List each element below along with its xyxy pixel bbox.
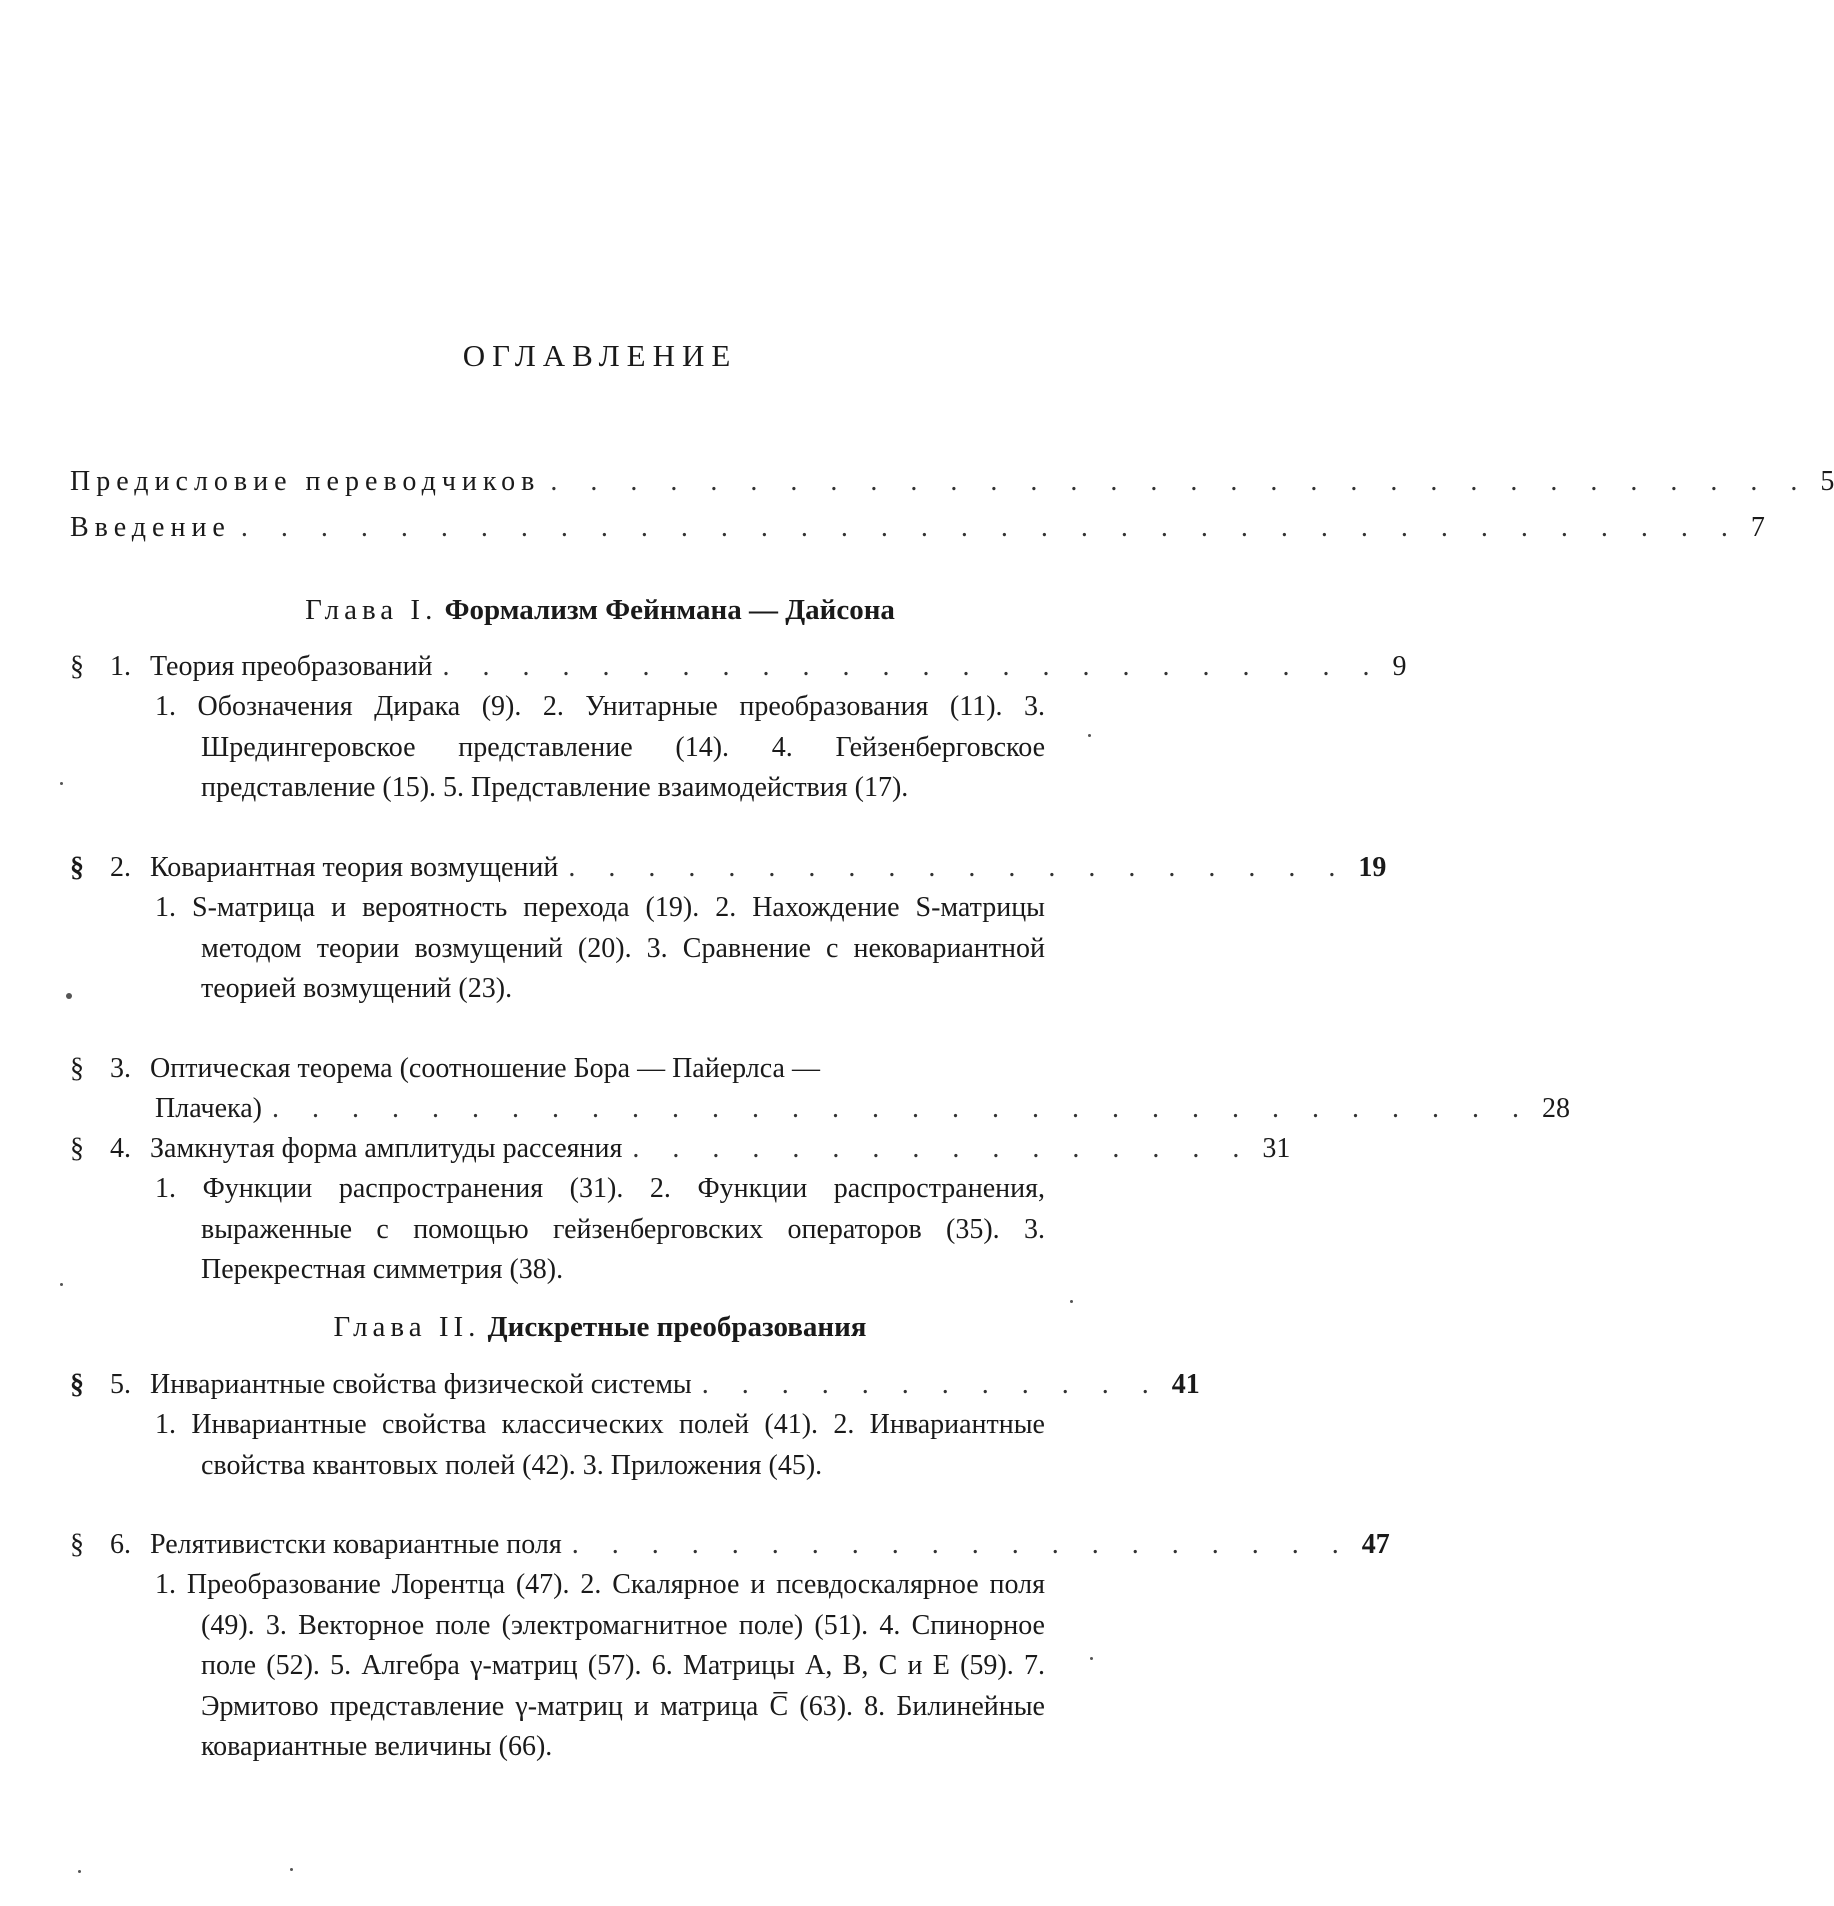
scan-speck [1090,1657,1093,1660]
section-sign: § [70,852,84,883]
toc-entry-section-4[interactable] [70,1129,1291,1169]
section-description: 1. Инвариантные свойства классических полей (41). 2. Инвариантные свойства квантовых полей (42). 3. Приложения (45). [155,1409,1045,1481]
toc-entry-section-6[interactable] [70,1525,1390,1565]
toc-entry-section-1[interactable] [70,647,1407,687]
toc-entry-section-3-cont[interactable] [155,1089,1570,1129]
leader-dots: . . . . . . . . . . . . . . . . . . . . . . . . . . . . . . . . . . . . . . [240,512,1741,543]
chapter-prefix: Глава I. [305,594,438,626]
section-title: Ковариантная теория возмущений [150,852,559,883]
section-sign: § [70,1133,84,1164]
section-page: 9 [1392,651,1407,682]
leader-dots: . . . . . . . . . . . . . . . . . . . . . . . . [442,651,1383,682]
scan-speck [66,993,72,999]
section-title: Инвариантные свойства физической системы [150,1369,692,1400]
entry-page: 7 [1750,512,1765,543]
chapter-heading-1 [0,590,1200,630]
section-page: 31 [1262,1133,1291,1164]
section-number: 4. [110,1133,131,1164]
toc-entry-section-5[interactable] [70,1365,1200,1405]
section-number: 5. [110,1369,131,1400]
section-sign: § [70,1529,84,1560]
scan-speck [60,782,63,785]
leader-dots: . . . . . . . . . . . . . . . . . . . . [568,852,1349,883]
entry-page: 5 [1820,466,1834,497]
section-description: 1. Обозначения Дирака (9). 2. Унитарные преобразования (11). 3. Шредингеровское представление (14). 4. Гейзенберговское представление (15). 5. Представление взаимодействия (17). [155,691,1045,803]
section-title: Замкнутая форма амплитуды рассеяния [150,1133,623,1164]
section-page: 41 [1171,1369,1200,1400]
section-description: 1. Преобразование Лорентца (47). 2. Скалярное и псевдоскалярное поля (49). 3. Векторное поле (электромагнитное поле) (51). 4. Спинорное поле (52). 5. Алгебра γ-матриц (57). 6. Матрицы A, B, C и E (59). 7. Эрмитово представление γ-матриц и матрица C̅ (63). 8. Билинейные ковариантные величины (66). [155,1569,1045,1762]
section-number: 3. [110,1053,131,1084]
scan-speck [78,1870,81,1873]
section-number: 2. [110,852,131,883]
toc-entry-preface[interactable] [70,462,1834,502]
leader-dots: . . . . . . . . . . . . . . . . [632,1133,1253,1164]
toc-entry-section-2[interactable] [70,848,1387,888]
leader-dots: . . . . . . . . . . . . . . . . . . . . . . . . . . . . . . . . [550,466,1811,497]
scan-speck [290,1868,293,1871]
section-title: Теория преобразований [150,651,433,682]
section-sign: § [70,1369,84,1400]
toc-entry-section-3[interactable] [70,1049,1138,1089]
page-title: ОГЛАВЛЕНИЕ [462,338,738,373]
section-number: 1. [110,651,131,682]
scan-speck [1088,734,1091,737]
entry-label: Введение [70,512,231,543]
section-number: 6. [110,1529,131,1560]
entry-label: Предисловие переводчиков [70,466,541,497]
leader-dots: . . . . . . . . . . . . . . . . . . . . [571,1529,1352,1560]
section-page: 47 [1361,1529,1390,1560]
toc-entry-introduction[interactable] [70,508,1765,548]
chapter-heading-2 [0,1307,1200,1347]
leader-dots: . . . . . . . . . . . . [701,1369,1162,1400]
section-title: Оптическая теорема (соотношение Бора — Пайерлса — [150,1053,820,1084]
leader-dots: . . . . . . . . . . . . . . . . . . . . . . . . . . . . . . . . [271,1093,1532,1124]
chapter-name: Дискретные преобразования [487,1311,867,1343]
section-description: 1. Функции распространения (31). 2. Функции распространения, выраженные с помощью гейзенберговских операторов (35). 3. Перекрестная симметрия (38). [155,1173,1045,1285]
section-page: 28 [1541,1093,1570,1124]
section-title: Релятивистски ковариантные поля [150,1529,562,1560]
scan-speck [60,1283,63,1286]
section-page: 19 [1358,852,1387,883]
section-description: 1. S-матрица и вероятность перехода (19). 2. Нахождение S-матрицы методом теории возмущений (20). 3. Сравнение с нековариантной теорией возмущений (23). [155,892,1045,1004]
chapter-name: Формализм Фейнмана — Дайсона [444,594,895,626]
chapter-prefix: Глава II. [333,1311,481,1343]
section-sign: § [70,1053,84,1084]
section-title-continued: Плачека) [155,1093,262,1124]
scan-speck [1070,1300,1073,1303]
section-sign: § [70,651,84,682]
